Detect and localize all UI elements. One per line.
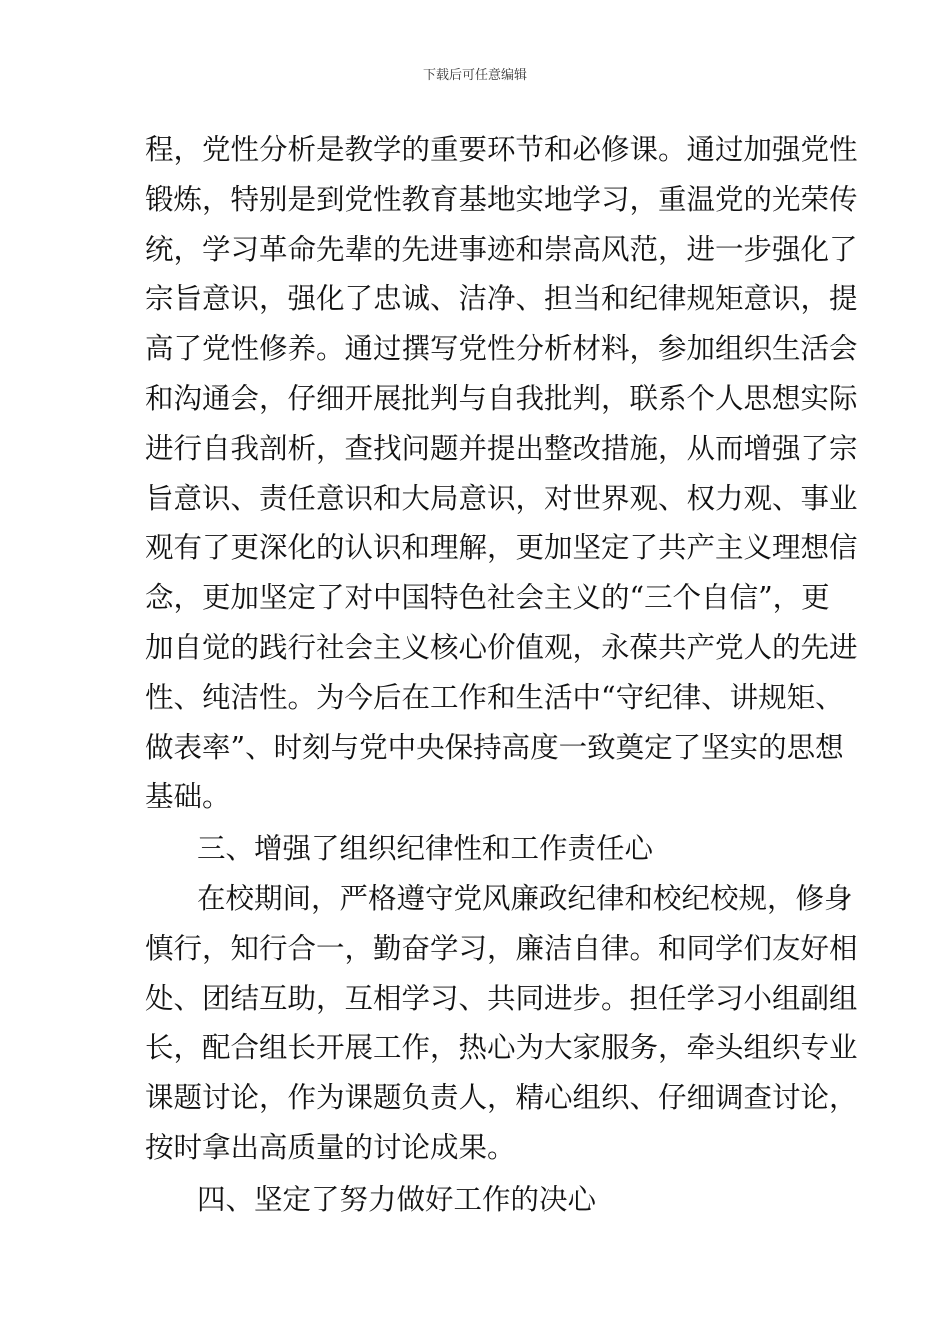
paragraph-line: 念，更加坚定了对中国特色社会主义的“三个自信”，更: [145, 581, 830, 615]
paragraph-discipline: [145, 874, 858, 1173]
paragraph-line: 慎行，知行合一，勤奋学习，廉洁自律。和同学们友好相: [145, 931, 858, 965]
paragraph-line: 锻炼，特别是到党性教育基地实地学习，重温党的光荣传: [145, 182, 858, 216]
paragraph-line: 程，党性分析是教学的重要环节和必修课。通过加强党性: [145, 133, 858, 166]
paragraph-line: 宗旨意识，强化了忠诚、洁净、担当和纪律规矩意识，提: [145, 282, 858, 316]
section-heading-4: 四、坚定了努力做好工作的决心: [197, 1182, 597, 1216]
paragraph-line: 课题讨论，作为课题负责人，精心组织、仔细调查讨论，: [145, 1081, 858, 1115]
paragraph-line: 进行自我剖析，查找问题并提出整改措施，从而增强了宗: [145, 431, 858, 465]
paragraph-line: 旨意识、责任意识和大局意识，对世界观、权力观、事业: [145, 481, 858, 515]
paragraph-line: 性、纯洁性。为今后在工作和生活中“守纪律、讲规矩、: [145, 680, 844, 714]
paragraph-line: 处、团结互助，互相学习、共同进步。担任学习小组副组: [145, 981, 858, 1015]
paragraph-line: 加自觉的践行社会主义核心价值观，永葆共产党人的先进: [145, 630, 858, 664]
paragraph-line: 基础。: [145, 780, 231, 814]
document-body: [145, 125, 858, 1225]
paragraph-line: 按时拿出高质量的讨论成果。: [145, 1130, 516, 1164]
paragraph-line: 在校期间，严格遵守党风廉政纪律和校纪校规，修身: [197, 881, 853, 915]
section-heading-3: 三、增强了组织纪律性和工作责任心: [197, 832, 654, 866]
paragraph-party-spirit: [145, 125, 858, 822]
paragraph-line: 和沟通会，仔细开展批判与自我批判，联系个人思想实际: [145, 381, 858, 415]
paragraph-line: 统，学习革命先辈的先进事迹和崇高风范，进一步强化了: [145, 232, 858, 266]
paragraph-line: 高了党性修养。通过撰写党性分析材料，参加组织生活会: [145, 332, 858, 366]
paragraph-line: 长，配合组长开展工作，热心为大家服务，牵头组织专业: [145, 1031, 858, 1065]
page-header: 下载后可任意编辑: [422, 68, 527, 83]
paragraph-line: 观有了更深化的认识和理解，更加坚定了共产主义理想信: [145, 531, 858, 565]
paragraph-line: 做表率”、时刻与党中央保持高度一致奠定了坚实的思想: [145, 730, 844, 764]
